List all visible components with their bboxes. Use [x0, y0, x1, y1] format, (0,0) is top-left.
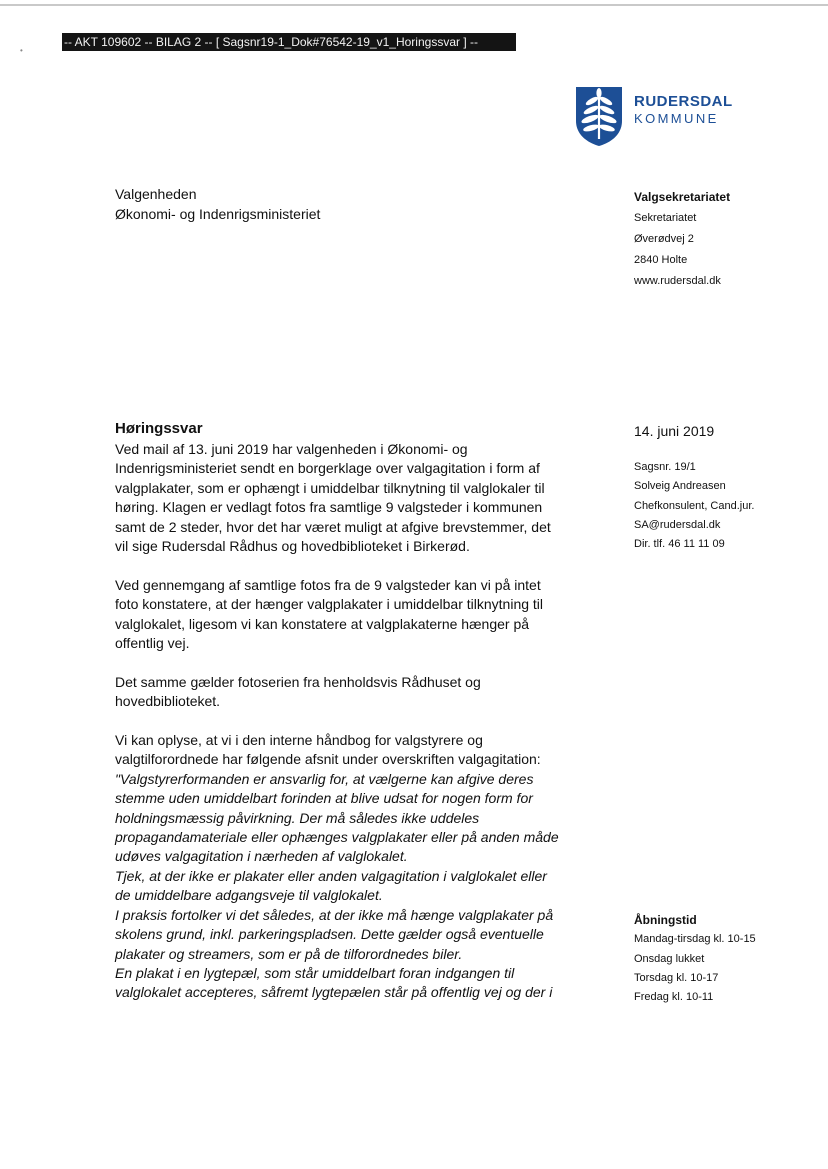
handbook-quote	[115, 770, 585, 1003]
scan-speck: •	[20, 46, 23, 55]
shield-leaves-icon	[574, 85, 624, 147]
paragraph	[115, 673, 585, 712]
recipient-address	[115, 184, 320, 224]
opening-hours	[634, 911, 756, 1007]
text-line: vil sige Rudersdal Rådhus og hovedbiblioteket i Birkerød.	[115, 538, 470, 555]
quote-line: Tjek, at der ikke er plakater eller anden valgagitation i valglokalet eller	[115, 867, 547, 884]
case-number: Sagsnr. 19/1	[634, 461, 696, 473]
sender-website: www.rudersdal.dk	[634, 275, 721, 287]
text-line: Indenrigsministeriet sendt en borgerklage over valgagitation i form af	[115, 460, 540, 477]
sender-city: 2840 Holte	[634, 254, 688, 266]
sender-office: Sekretariatet	[634, 212, 697, 224]
case-metadata	[634, 458, 754, 554]
quote-line: skolens grund, inkl. parkeringspladsen. Dette gælder også eventuelle	[115, 926, 544, 943]
opening-hours-line: Fredag kl. 10-11	[634, 991, 714, 1004]
paragraph-gap	[115, 712, 585, 731]
recipient-line: Valgenheden	[115, 186, 197, 202]
text-line: offentlig vej.	[115, 635, 190, 652]
letter-body	[115, 440, 585, 1003]
sender-department: Valgsekretariatet	[634, 190, 731, 204]
quote-line: I praksis fortolker vi det således, at der ikke må hænge valgplakater på	[115, 906, 554, 923]
letter-subject: Høringssvar	[115, 420, 203, 437]
text-line: valgtilforordnede har følgende afsnit under overskriften valgagitation:	[115, 751, 541, 768]
text-line: Vi kan oplyse, at vi i den interne håndbog for valgstyrere og	[115, 732, 483, 749]
opening-hours-line: Mandag-tirsdag kl. 10-15	[634, 933, 756, 946]
paragraph-gap	[115, 556, 585, 575]
text-line: valgplakater, som er ophængt i umiddelbar tilknytning til valglokaler til	[115, 479, 545, 496]
recipient-line: Økonomi- og Indenrigsministeriet	[115, 206, 321, 222]
quote-line: En plakat i en lygtepæl, som står umiddelbart foran indgangen til	[115, 964, 515, 981]
quote-line: holdningsmæssig påvirkning. Der må således ikke uddeles	[115, 809, 480, 826]
scan-edge-line	[0, 4, 828, 6]
opening-hours-line: Torsdag kl. 10-17	[634, 971, 719, 984]
sender-street: Øverødvej 2	[634, 233, 694, 245]
paragraph	[115, 731, 585, 770]
text-line: foto konstatere, at der hænger valgplakater i umiddelbar tilknytning til	[115, 596, 544, 613]
quote-line: "Valgstyrerformanden er ansvarlig for, at vælgerne kan afgive deres	[115, 770, 534, 787]
text-line: Det samme gælder fotoserien fra henholdsvis Rådhuset og	[115, 673, 481, 690]
text-line: høring. Klagen er vedlagt fotos fra samtlige 9 valgsteder i kommunen	[115, 499, 543, 516]
quote-line: valglokalet accepteres, såfremt lygtepælen står på offentlig vej og der i	[115, 984, 553, 1001]
case-email: SA@rudersdal.dk	[634, 518, 721, 531]
paragraph	[115, 576, 585, 654]
quote-line: plakater og streamers, som er på de tilforordnedes biler.	[115, 945, 463, 962]
paragraph-gap	[115, 653, 585, 672]
logo-name: RUDERSDAL	[634, 93, 733, 110]
text-line: valglokalet, ligesom vi kan konstatere at valgplakaterne hænger på	[115, 615, 530, 632]
opening-hours-line: Onsdag lukket	[634, 952, 705, 965]
text-line: hovedbiblioteket.	[115, 693, 221, 710]
quote-line: propagandamateriale eller ophænges valgplakater eller på anden måde	[115, 829, 559, 846]
case-phone: Dir. tlf. 46 11 11 09	[634, 538, 725, 551]
text-line: Ved gennemgang af samtlige fotos fra de 9 valgsteder kan vi på intet	[115, 576, 541, 593]
opening-hours-title: Åbningstid	[634, 913, 697, 927]
case-person: Solveig Andreasen	[634, 480, 726, 493]
letter-date: 14. juni 2019	[634, 423, 715, 439]
document-stamp-banner: -- AKT 109602 -- BILAG 2 -- [ Sagsnr19-1_Dok#76542-19_v1_Horingssvar ] --	[62, 33, 516, 51]
quote-line: de umiddelbare adgangsveje til valglokalet.	[115, 887, 383, 904]
text-line: Ved mail af 13. juni 2019 har valgenheden i Økonomi- og	[115, 441, 468, 457]
quote-line: stemme uden umiddelbart forinden at blive udsat for nogen form for	[115, 790, 533, 807]
paragraph	[115, 440, 585, 556]
sender-address	[634, 187, 730, 292]
case-title: Chefkonsulent, Cand.jur.	[634, 499, 755, 512]
text-line: samt de 2 steder, hvor det har været muligt at afgive brevstemmer, det	[115, 518, 551, 535]
logo-subtitle: KOMMUNE	[634, 111, 719, 126]
quote-line: udøves valgagitation i nærheden af valglokalet.	[115, 848, 408, 865]
